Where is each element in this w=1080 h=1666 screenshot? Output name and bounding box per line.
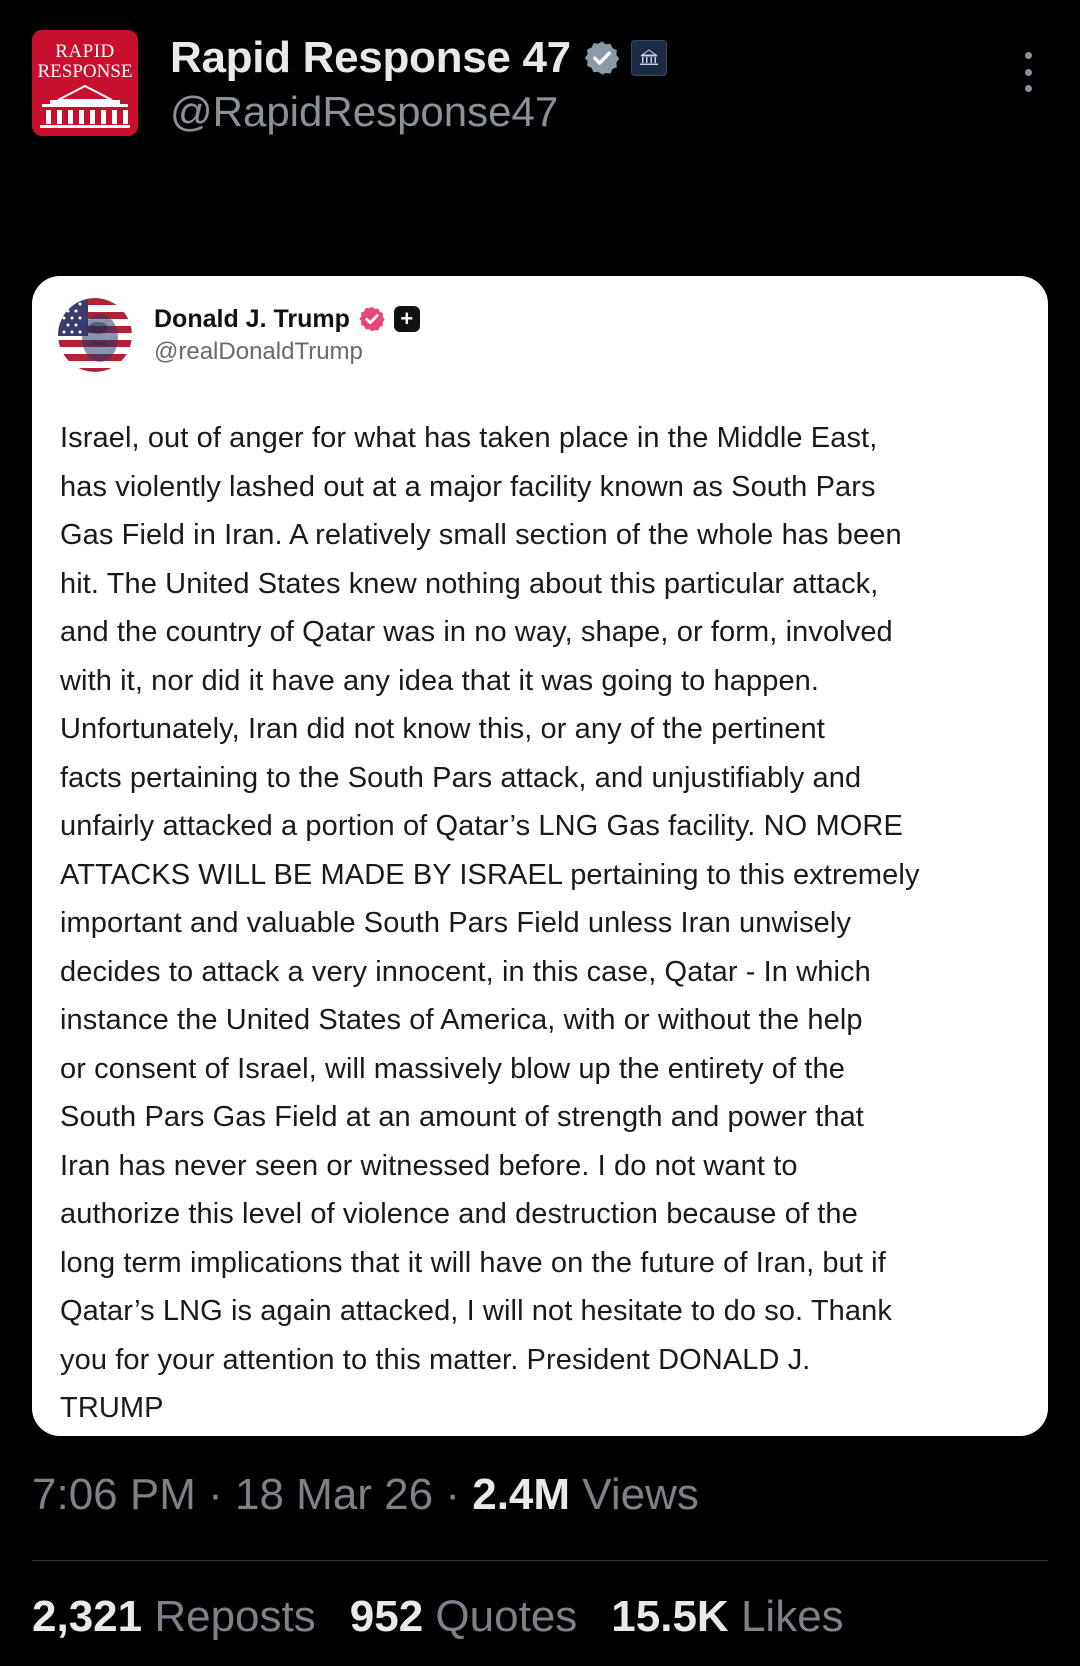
embedded-post-text: Israel, out of anger for what has taken place in the Middle East, has violently lashed out at a major facility known as South Pars Gas Field in Iran. A relatively small section of the whole has been hit. The United States knew nothing about this particular attack, and the country of Qatar was in no way, shape, or form, involved with it, nor did it have any idea that it was going to happen. Unfortunately, Iran did not know this, or any of the pertinent facts pertaining to the South Pars attack, and unjustifiably and unfairly attacked a portion of Qatar’s LNG Gas facility. NO MORE ATTACKS WILL BE MADE BY ISRAEL pertaining to this extremely important and valuable South Pars Field unless Iran unwisely decides to attack a very innocent, in this case, Qatar - In which instance the United States of America, with or without the help or consent of Israel, will massively blow up the entirety of the South Pars Gas Field at an amount of strength and power that Iran has never seen or witnessed before. I do not want to authorize this level of violence and destruction because of the long term implications that it will have on the future of Iran, but if Qatar’s LNG is again attacked, I will not hesitate to do so. Thank you for your attention to this matter. President DONALD J. TRUMP xyxy=(60,422,920,1424)
verified-badge-icon xyxy=(583,39,621,77)
post-meta xyxy=(32,1470,699,1520)
views-label: Views xyxy=(582,1470,699,1519)
embedded-post-handle: @realDonaldTrump xyxy=(154,338,363,365)
more-dot xyxy=(1025,52,1032,59)
meta-separator: · xyxy=(445,1470,460,1519)
account-name-row xyxy=(170,30,667,86)
reposts-stat[interactable] xyxy=(32,1592,316,1642)
embedded-post-name-row xyxy=(154,302,420,336)
quotes-count: 952 xyxy=(349,1592,424,1641)
post-date[interactable]: 18 Mar 26 xyxy=(235,1470,434,1519)
likes-stat[interactable] xyxy=(611,1592,843,1642)
more-dot xyxy=(1025,85,1032,92)
likes-count: 15.5K xyxy=(611,1592,729,1641)
post-time[interactable]: 7:06 PM xyxy=(32,1470,196,1519)
avatar-logo-line2: RESPONSE xyxy=(37,61,133,82)
white-house-affiliate-icon[interactable] xyxy=(631,40,667,76)
views-count: 2.4M xyxy=(472,1470,571,1519)
more-dot xyxy=(1025,69,1032,76)
divider xyxy=(32,1560,1048,1561)
more-options-icon[interactable] xyxy=(1016,52,1040,92)
plus-badge-icon: + xyxy=(394,306,420,332)
likes-label: Likes xyxy=(740,1592,844,1641)
embedded-post-card[interactable] xyxy=(32,276,1048,1436)
quotes-stat[interactable] xyxy=(350,1592,578,1642)
account-display-name[interactable]: Rapid Response 47 xyxy=(170,33,571,82)
quotes-label: Quotes xyxy=(435,1592,578,1641)
avatar-logo-line1: RAPID xyxy=(55,41,115,62)
meta-separator: · xyxy=(208,1470,223,1519)
reposts-label: Reposts xyxy=(154,1592,316,1641)
flag-portrait-icon xyxy=(58,298,132,372)
white-house-seal-icon xyxy=(636,47,662,69)
embedded-post-avatar xyxy=(58,298,132,372)
account-avatar[interactable] xyxy=(32,30,138,136)
account-handle[interactable]: @RapidResponse47 xyxy=(170,88,559,135)
post-header xyxy=(32,30,1040,140)
embedded-post-display-name: Donald J. Trump xyxy=(154,304,350,333)
engagement-stats xyxy=(32,1592,844,1642)
embedded-verified-badge-icon xyxy=(358,305,386,333)
reposts-count: 2,321 xyxy=(32,1592,143,1641)
white-house-icon xyxy=(38,82,132,130)
